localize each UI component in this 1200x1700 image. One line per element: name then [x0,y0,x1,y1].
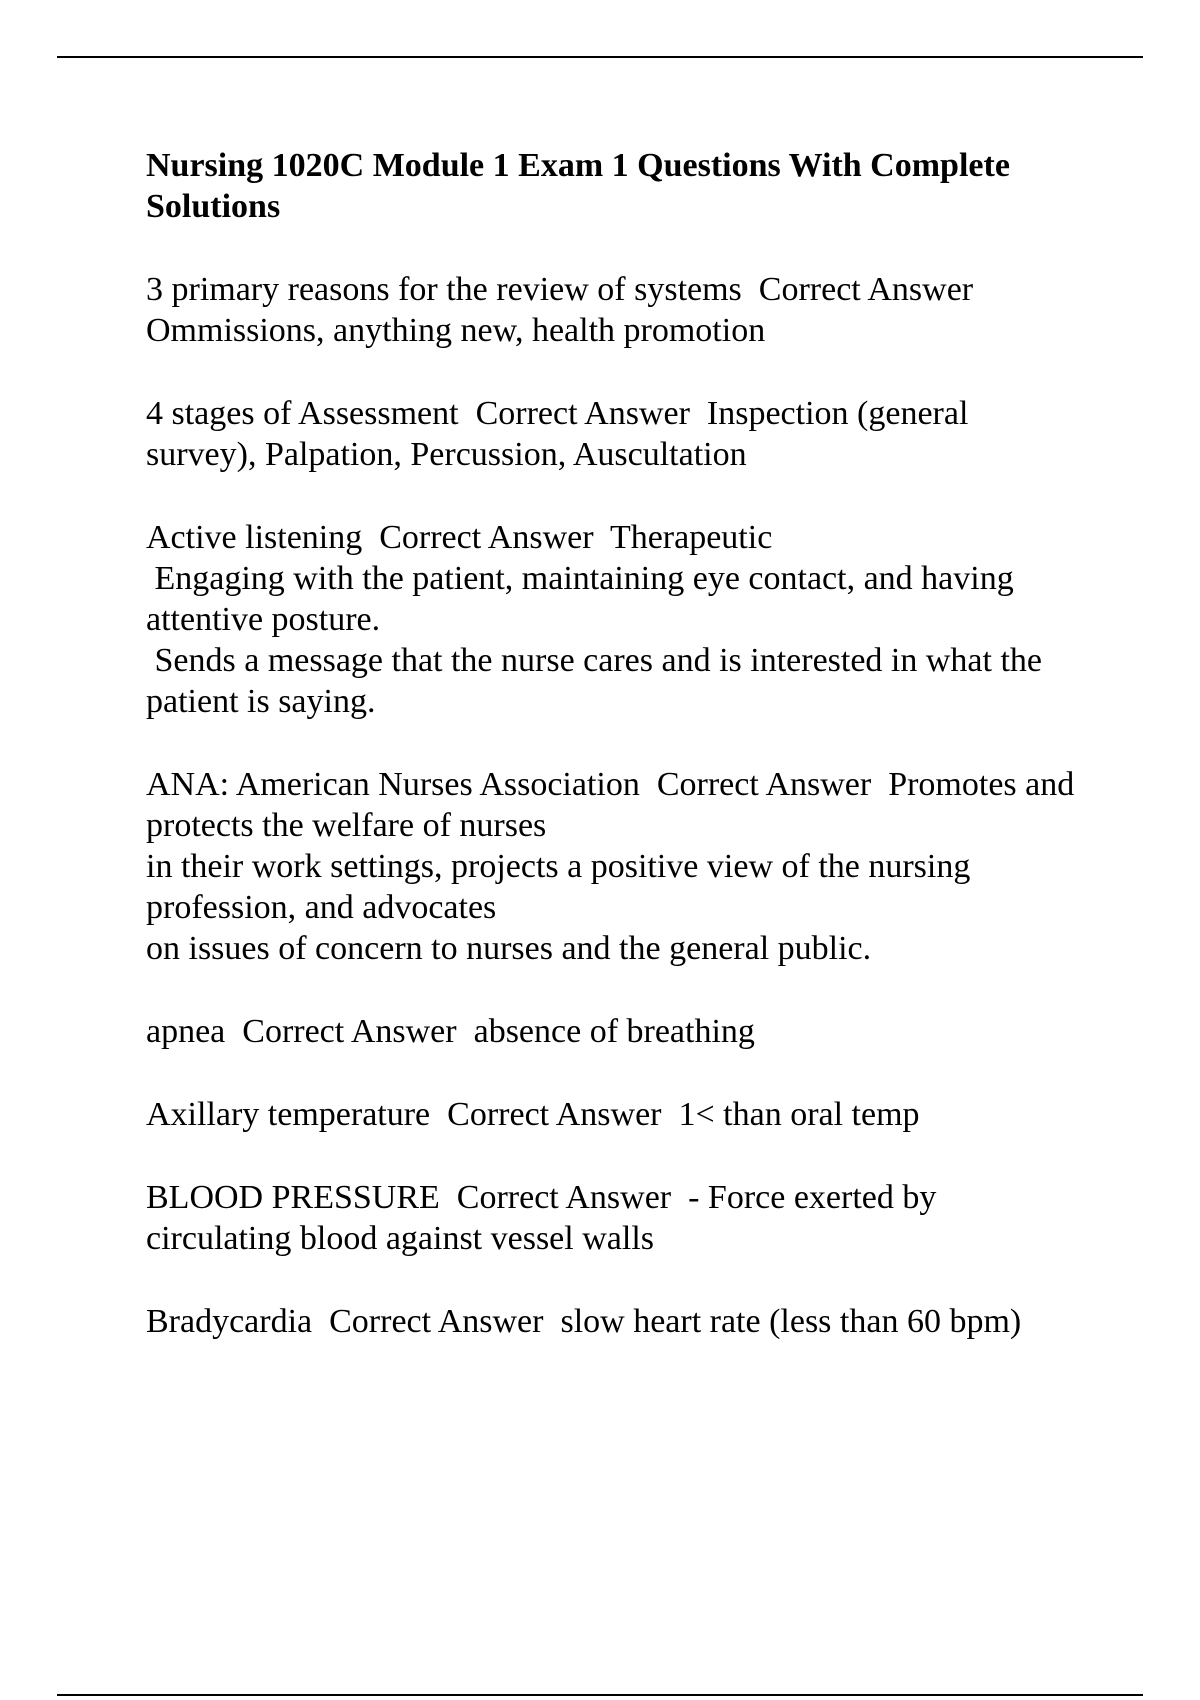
qa-entry: Bradycardia Correct Answer slow heart rate (less than 60 bpm) [146,1303,1022,1340]
qa-entry: 4 stages of Assessment Correct Answer Inspection (general survey), Palpation, Percussion, Auscultation [146,395,977,473]
header-rule [57,56,1143,58]
qa-entry: ANA: American Nurses Association Correct Answer Promotes and protects the welfare of nurses in their work settings, projects a positive view of the nursing profession, and advocates on issues of concern to nurses and the general public. [146,766,1075,967]
qa-entry: Axillary temperature Correct Answer 1< than oral temp [146,1096,920,1133]
document-title: Nursing 1020C Module 1 Exam 1 Questions With Complete Solutions [146,147,1010,225]
footer-rule [57,1694,1143,1696]
qa-entry: BLOOD PRESSURE Correct Answer - Force exerted by circulating blood against vessel walls [146,1179,945,1257]
qa-entry: Active listening Correct Answer Therapeutic Engaging with the patient, maintaining eye contact, and having attentive posture. Sends a message that the nurse cares and is interested in what the patient is saying. [146,519,1043,720]
qa-entry: 3 primary reasons for the review of systems Correct Answer Ommissions, anything new, health promotion [146,271,991,349]
qa-entry: apnea Correct Answer absence of breathing [146,1013,755,1050]
document-body [146,145,1086,1384]
